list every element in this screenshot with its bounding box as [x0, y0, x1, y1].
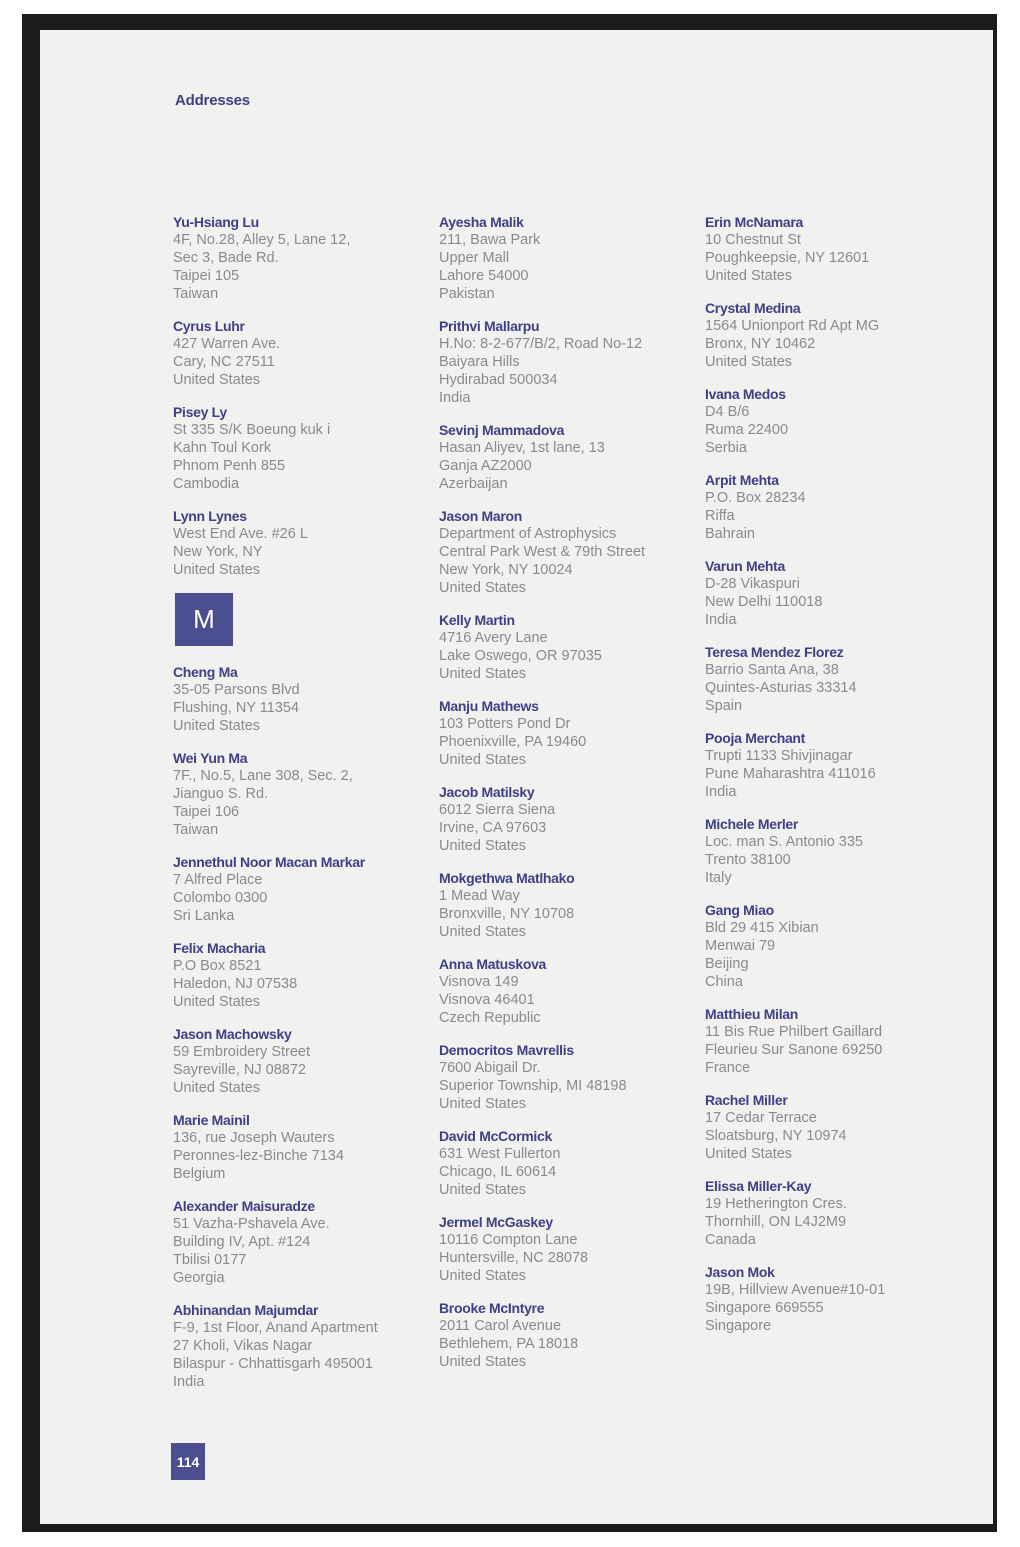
address-entry [173, 317, 433, 389]
entry-name: Pooja Merchant [705, 730, 806, 746]
address-line: India [705, 784, 737, 800]
address-entry [173, 749, 433, 839]
address-line: 19 Hetherington Cres. [705, 1196, 847, 1212]
address-line: Singapore 669555 [705, 1300, 824, 1316]
address-entry [705, 1263, 965, 1335]
address-line: Ruma 22400 [705, 422, 789, 438]
address-line: Bethlehem, PA 18018 [439, 1336, 579, 1352]
entry-name: Ivana Medos [705, 386, 786, 402]
address-line: 136, rue Joseph Wauters [173, 1130, 335, 1146]
address-entry [705, 729, 965, 801]
address-line: Ganja AZ2000 [439, 458, 532, 474]
address-line: United States [439, 1268, 527, 1284]
address-entry [705, 1005, 965, 1077]
address-line: Hasan Aliyev, 1st lane, 13 [439, 440, 605, 456]
entry-name: Cheng Ma [173, 664, 238, 680]
address-line: United States [705, 268, 793, 284]
address-line: St 335 S/K Boeung kuk i [173, 422, 331, 438]
address-line: Irvine, CA 97603 [439, 820, 547, 836]
entry-name: Kelly Martin [439, 612, 515, 628]
address-line: D4 B/6 [705, 404, 750, 420]
address-entry [173, 213, 433, 303]
address-line: Menwai 79 [705, 938, 776, 954]
address-line: Singapore [705, 1318, 772, 1334]
address-line: D-28 Vikaspuri [705, 576, 800, 592]
address-line: Cary, NC 27511 [173, 354, 275, 370]
address-line: P.O. Box 28234 [705, 490, 806, 506]
address-line: Bilaspur - Chhattisgarh 495001 [173, 1356, 373, 1372]
entry-name: Manju Mathews [439, 698, 539, 714]
address-entry [173, 403, 433, 493]
address-line: Taiwan [173, 286, 219, 302]
address-line: India [705, 612, 737, 628]
address-entry [173, 1197, 433, 1287]
address-entry [173, 1111, 433, 1183]
address-line: Taiwan [173, 822, 219, 838]
address-entry [173, 507, 433, 579]
address-line: Georgia [173, 1270, 225, 1286]
address-line: P.O Box 8521 [173, 958, 262, 974]
address-line: Trupti 1133 Shivjinagar [705, 748, 853, 764]
address-line: 4F, No.28, Alley 5, Lane 12, [173, 232, 351, 248]
address-entry [705, 299, 965, 371]
address-line: Canada [705, 1232, 756, 1248]
address-entry [705, 1177, 965, 1249]
address-entry [705, 557, 965, 629]
entry-name: Anna Matuskova [439, 956, 547, 972]
address-entry [439, 1213, 699, 1285]
address-line: Bronx, NY 10462 [705, 336, 816, 352]
address-line: H.No: 8-2-677/B/2, Road No-12 [439, 336, 643, 352]
address-line: United States [173, 562, 261, 578]
address-line: Visnova 149 [439, 974, 519, 990]
address-line: 27 Kholi, Vikas Nagar [173, 1338, 313, 1354]
entry-name: Michele Merler [705, 816, 799, 832]
entry-name: Felix Macharia [173, 940, 266, 956]
entry-name: David McCormick [439, 1128, 552, 1144]
entry-name: Democritos Mavrellis [439, 1042, 574, 1058]
address-line: Thornhill, ON L4J2M9 [705, 1214, 847, 1230]
page-header: Addresses [175, 92, 250, 109]
address-entry [705, 815, 965, 887]
entry-name: Jermel McGaskey [439, 1214, 553, 1230]
address-line: United States [439, 1182, 527, 1198]
address-entry [705, 643, 965, 715]
address-line: 4716 Avery Lane [439, 630, 548, 646]
entry-name: Rachel Miller [705, 1092, 788, 1108]
address-line: 17 Cedar Terrace [705, 1110, 817, 1126]
address-entry [439, 1041, 699, 1113]
address-line: Visnova 46401 [439, 992, 535, 1008]
address-line: Lahore 54000 [439, 268, 529, 284]
address-line: United States [439, 838, 527, 854]
address-entry [173, 939, 433, 1011]
address-line: United States [439, 924, 527, 940]
address-line: Belgium [173, 1166, 226, 1182]
address-entry [439, 955, 699, 1027]
address-line: United States [705, 1146, 793, 1162]
address-line: Haledon, NJ 07538 [173, 976, 298, 992]
address-line: United States [439, 1354, 527, 1370]
address-entry [439, 611, 699, 683]
address-line: United States [173, 718, 261, 734]
address-line: 10116 Compton Lane [439, 1232, 578, 1248]
entry-name: Jennethul Noor Macan Markar [173, 854, 365, 870]
address-line: United States [173, 1080, 261, 1096]
address-entry [173, 1301, 433, 1391]
address-line: Barrio Santa Ana, 38 [705, 662, 839, 678]
address-entry [705, 901, 965, 991]
address-line: 59 Embroidery Street [173, 1044, 311, 1060]
address-line: Baiyara Hills [439, 354, 520, 370]
address-line: Pune Maharashtra 411016 [705, 766, 876, 782]
page-number-badge: 114 [171, 1443, 205, 1480]
address-entry [173, 1025, 433, 1097]
address-line: New Delhi 110018 [705, 594, 823, 610]
address-line: 2011 Carol Avenue [439, 1318, 562, 1334]
address-line: Pakistan [439, 286, 495, 302]
entry-name: Teresa Mendez Florez [705, 644, 844, 660]
address-line: Bahrain [705, 526, 755, 542]
entry-name: Arpit Mehta [705, 472, 779, 488]
address-entry [439, 213, 699, 303]
address-line: Phoenixville, PA 19460 [439, 734, 587, 750]
address-line: Upper Mall [439, 250, 510, 266]
address-line: 7F., No.5, Lane 308, Sec. 2, [173, 768, 353, 784]
entry-name: Brooke McIntyre [439, 1300, 545, 1316]
address-line: 427 Warren Ave. [173, 336, 281, 352]
address-column-2 [439, 213, 699, 1385]
address-line: Bronxville, NY 10708 [439, 906, 575, 922]
entry-name: Marie Mainil [173, 1112, 250, 1128]
address-line: Sri Lanka [173, 908, 235, 924]
address-line: United States [173, 372, 261, 388]
address-line: United States [439, 580, 527, 596]
address-line: Taipei 106 [173, 804, 240, 820]
address-entry [439, 697, 699, 769]
address-line: Sec 3, Bade Rd. [173, 250, 279, 266]
address-line: Lake Oswego, OR 97035 [439, 648, 602, 664]
address-entry [439, 421, 699, 493]
address-line: United States [439, 1096, 527, 1112]
address-line: 35-05 Parsons Blvd [173, 682, 300, 698]
address-line: 103 Potters Pond Dr [439, 716, 571, 732]
address-line: Phnom Penh 855 [173, 458, 286, 474]
address-column-1 [173, 213, 433, 1405]
address-line: Taipei 105 [173, 268, 240, 284]
address-line: Trento 38100 [705, 852, 791, 868]
address-line: Quintes-Asturias 33314 [705, 680, 857, 696]
address-line: Department of Astrophysics [439, 526, 617, 542]
entry-name: Ayesha Malik [439, 214, 524, 230]
address-entry [705, 471, 965, 543]
address-line: Serbia [705, 440, 747, 456]
address-entry [173, 663, 433, 735]
address-entry [439, 1127, 699, 1199]
address-entry [705, 385, 965, 457]
address-line: Bld 29 415 Xibian [705, 920, 819, 936]
entry-name: Sevinj Mammadova [439, 422, 565, 438]
address-entry [705, 213, 965, 285]
address-entry [439, 869, 699, 941]
entry-name: Jason Machowsky [173, 1026, 292, 1042]
address-line: United States [173, 994, 261, 1010]
address-line: 11 Bis Rue Philbert Gaillard [705, 1024, 883, 1040]
address-line: Chicago, IL 60614 [439, 1164, 557, 1180]
address-line: Cambodia [173, 476, 240, 492]
entry-name: Jason Mok [705, 1264, 775, 1280]
address-line: Czech Republic [439, 1010, 541, 1026]
address-line: 6012 Sierra Siena [439, 802, 556, 818]
address-column-3 [705, 213, 965, 1349]
entry-name: Wei Yun Ma [173, 750, 248, 766]
address-line: Flushing, NY 11354 [173, 700, 300, 716]
address-line: 1564 Unionport Rd Apt MG [705, 318, 880, 334]
address-line: Sloatsburg, NY 10974 [705, 1128, 847, 1144]
entry-name: Abhinandan Majumdar [173, 1302, 319, 1318]
address-line: Tbilisi 0177 [173, 1252, 247, 1268]
address-line: 631 West Fullerton [439, 1146, 561, 1162]
address-line: Italy [705, 870, 732, 886]
address-line: Loc. man S. Antonio 335 [705, 834, 863, 850]
entry-name: Jason Maron [439, 508, 523, 524]
address-entry [439, 317, 699, 407]
address-line: United States [439, 666, 527, 682]
entry-name: Crystal Medina [705, 300, 801, 316]
address-line: Beijing [705, 956, 749, 972]
entry-name: Yu-Hsiang Lu [173, 214, 259, 230]
entry-name: Alexander Maisuradze [173, 1198, 315, 1214]
entry-name: Varun Mehta [705, 558, 785, 574]
address-line: 7 Alfred Place [173, 872, 263, 888]
address-line: Fleurieu Sur Sanone 69250 [705, 1042, 883, 1058]
address-line: 19B, Hillview Avenue#10-01 [705, 1282, 886, 1298]
entry-name: Prithvi Mallarpu [439, 318, 540, 334]
address-line: China [705, 974, 743, 990]
entry-name: Pisey Ly [173, 404, 227, 420]
address-line: Spain [705, 698, 743, 714]
address-line: Building IV, Apt. #124 [173, 1234, 311, 1250]
address-line: 211, Bawa Park [439, 232, 541, 248]
address-line: Jianguo S. Rd. [173, 786, 269, 802]
entry-name: Erin McNamara [705, 214, 804, 230]
address-line: F-9, 1st Floor, Anand Apartment [173, 1320, 378, 1336]
address-line: India [173, 1374, 205, 1390]
address-line: United States [705, 354, 793, 370]
address-line: Azerbaijan [439, 476, 508, 492]
address-line: New York, NY 10024 [439, 562, 573, 578]
address-line: France [705, 1060, 751, 1076]
address-line: 51 Vazha-Pshavela Ave. [173, 1216, 330, 1232]
address-line: West End Ave. #26 L [173, 526, 308, 542]
address-line: Poughkeepsie, NY 12601 [705, 250, 870, 266]
address-entry [439, 783, 699, 855]
address-line: 1 Mead Way [439, 888, 520, 904]
address-line: Kahn Toul Kork [173, 440, 272, 456]
address-line: 7600 Abigail Dr. [439, 1060, 541, 1076]
address-line: Superior Township, MI 48198 [439, 1078, 627, 1094]
address-line: Huntersville, NC 28078 [439, 1250, 589, 1266]
address-line: Sayreville, NJ 08872 [173, 1062, 306, 1078]
entry-name: Mokgethwa Matlhako [439, 870, 575, 886]
address-line: New York, NY [173, 544, 263, 560]
entry-name: Gang Miao [705, 902, 774, 918]
address-line: Peronnes-lez-Binche 7134 [173, 1148, 344, 1164]
address-entry [439, 507, 699, 597]
entry-name: Elissa Miller-Kay [705, 1178, 812, 1194]
address-line: Hydirabad 500034 [439, 372, 558, 388]
address-line: United States [439, 752, 527, 768]
entry-name: Cyrus Luhr [173, 318, 245, 334]
address-entry [173, 853, 433, 925]
entry-name: Jacob Matilsky [439, 784, 535, 800]
address-line: India [439, 390, 471, 406]
entry-name: Matthieu Milan [705, 1006, 799, 1022]
address-line: 10 Chestnut St [705, 232, 801, 248]
entry-name: Lynn Lynes [173, 508, 247, 524]
section-letter-badge: M [175, 593, 233, 646]
address-line: Central Park West & 79th Street [439, 544, 646, 560]
address-entry [439, 1299, 699, 1371]
address-line: Riffa [705, 508, 735, 524]
address-line: Colombo 0300 [173, 890, 268, 906]
address-entry [705, 1091, 965, 1163]
